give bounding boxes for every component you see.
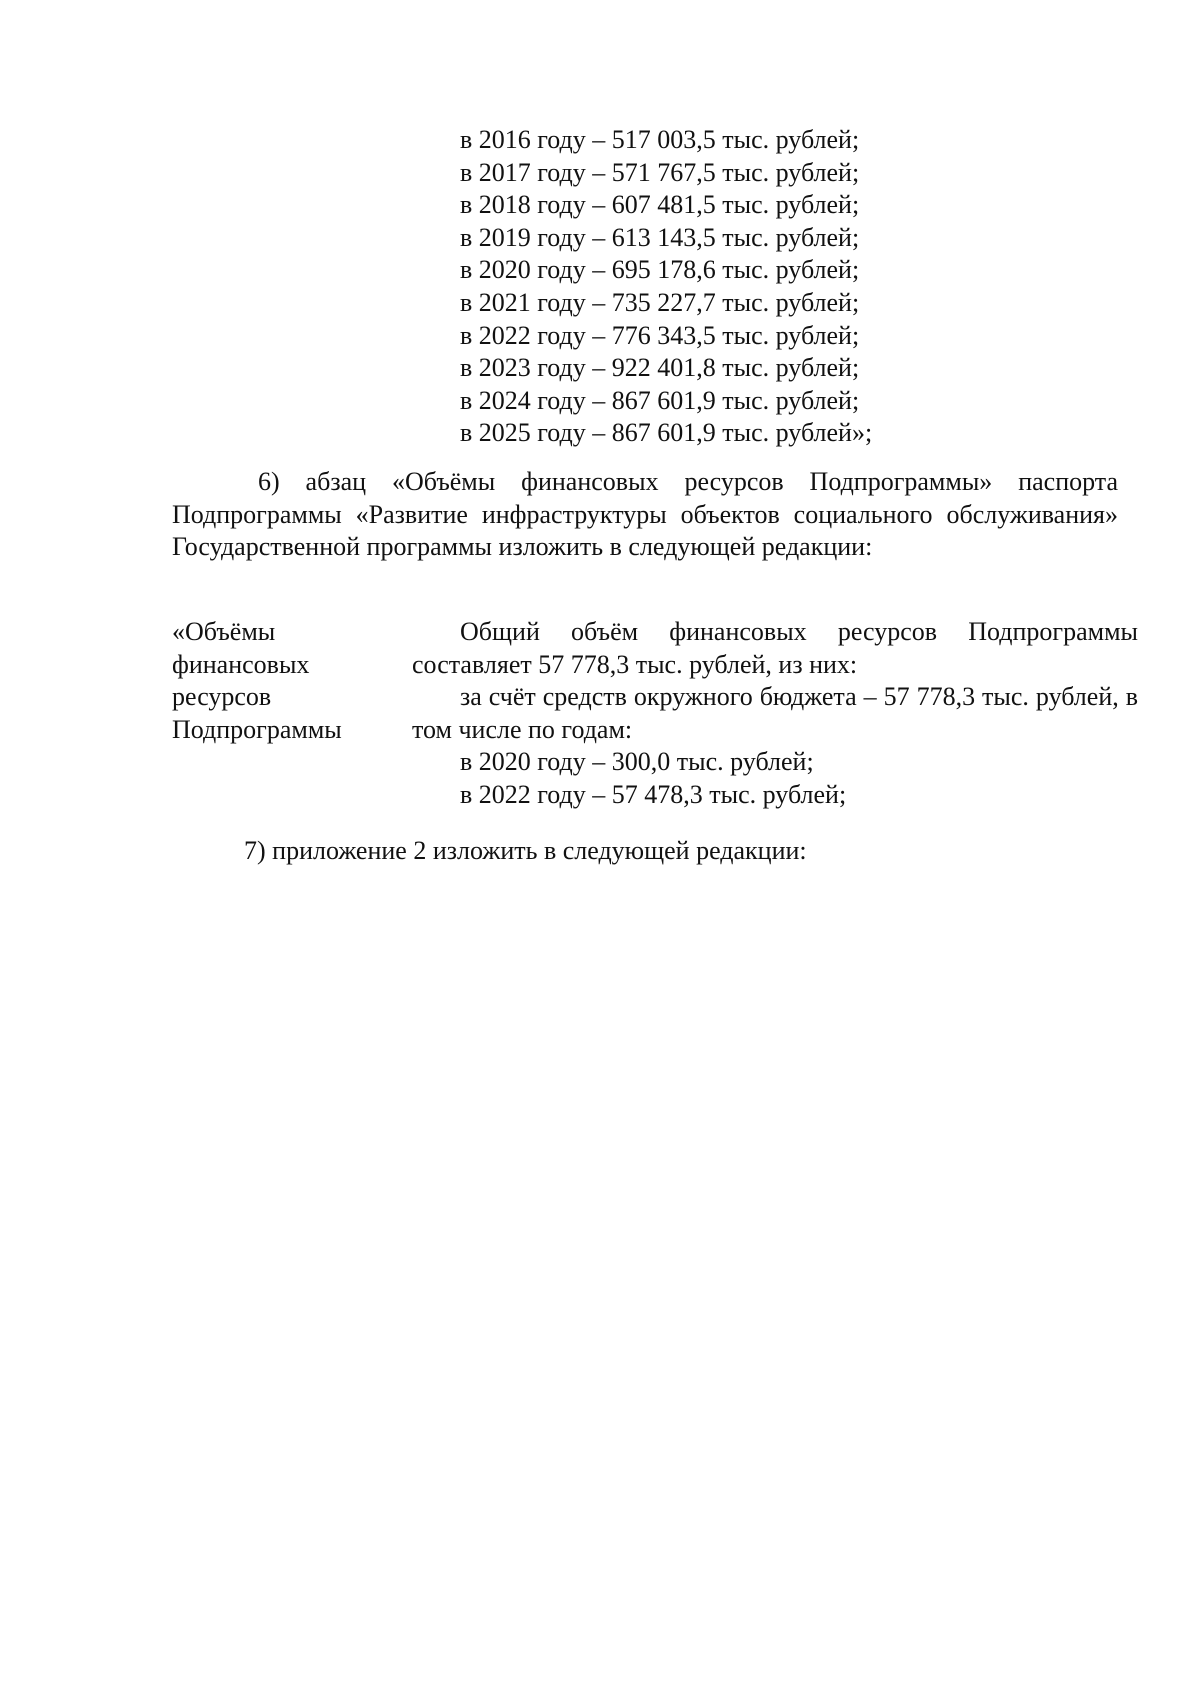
item-6-paragraph: 6) абзац «Объёмы финансовых ресурсов Подпрограммы» паспорта Подпрограммы «Развитие инфраструктуры объектов социального обслуживания» Государственной программы изложить в следующей редакции: bbox=[172, 467, 1118, 562]
passport-label-line: ресурсов bbox=[172, 682, 272, 712]
passport-label-line: Подпрограммы bbox=[172, 714, 342, 744]
passport-year-line: в 2020 году – 300,0 тыс. рублей; bbox=[460, 747, 814, 777]
funding-year-line: в 2018 году – 607 481,5 тыс. рублей; bbox=[460, 190, 860, 220]
funding-year-line: в 2017 году – 571 767,5 тыс. рублей; bbox=[460, 157, 860, 187]
funding-year-line: в 2016 году – 517 003,5 тыс. рублей; bbox=[460, 125, 860, 154]
passport-content bbox=[412, 616, 1138, 812]
funding-year-line: в 2024 году – 867 601,9 тыс. рублей; bbox=[460, 385, 860, 415]
passport-year-line: в 2022 году – 57 478,3 тыс. рублей; bbox=[460, 779, 847, 809]
funding-by-year-list bbox=[460, 124, 872, 450]
funding-year-line: в 2023 году – 922 401,8 тыс. рублей; bbox=[460, 353, 860, 383]
passport-label-line: финансовых bbox=[172, 649, 310, 679]
funding-year-line: в 2022 году – 776 343,5 тыс. рублей; bbox=[460, 320, 860, 350]
passport-label-line: «Объёмы bbox=[172, 617, 276, 646]
funding-year-line: в 2021 году – 735 227,7 тыс. рублей; bbox=[460, 287, 860, 317]
passport-total: Общий объём финансовых ресурсов Подпрограммы составляет 57 778,3 тыс. рублей, из них: bbox=[412, 617, 1138, 679]
passport-district-budget: за счёт средств окружного бюджета – 57 778,3 тыс. рублей, в том числе по годам: bbox=[412, 682, 1138, 744]
funding-year-line: в 2019 году – 613 143,5 тыс. рублей; bbox=[460, 222, 860, 252]
passport-label bbox=[172, 616, 402, 746]
funding-year-line: в 2025 году – 867 601,9 тыс. рублей»; bbox=[460, 418, 873, 448]
funding-year-line: в 2020 году – 695 178,6 тыс. рублей; bbox=[460, 255, 860, 285]
item-7-paragraph: 7) приложение 2 изложить в следующей редакции: bbox=[244, 836, 807, 865]
